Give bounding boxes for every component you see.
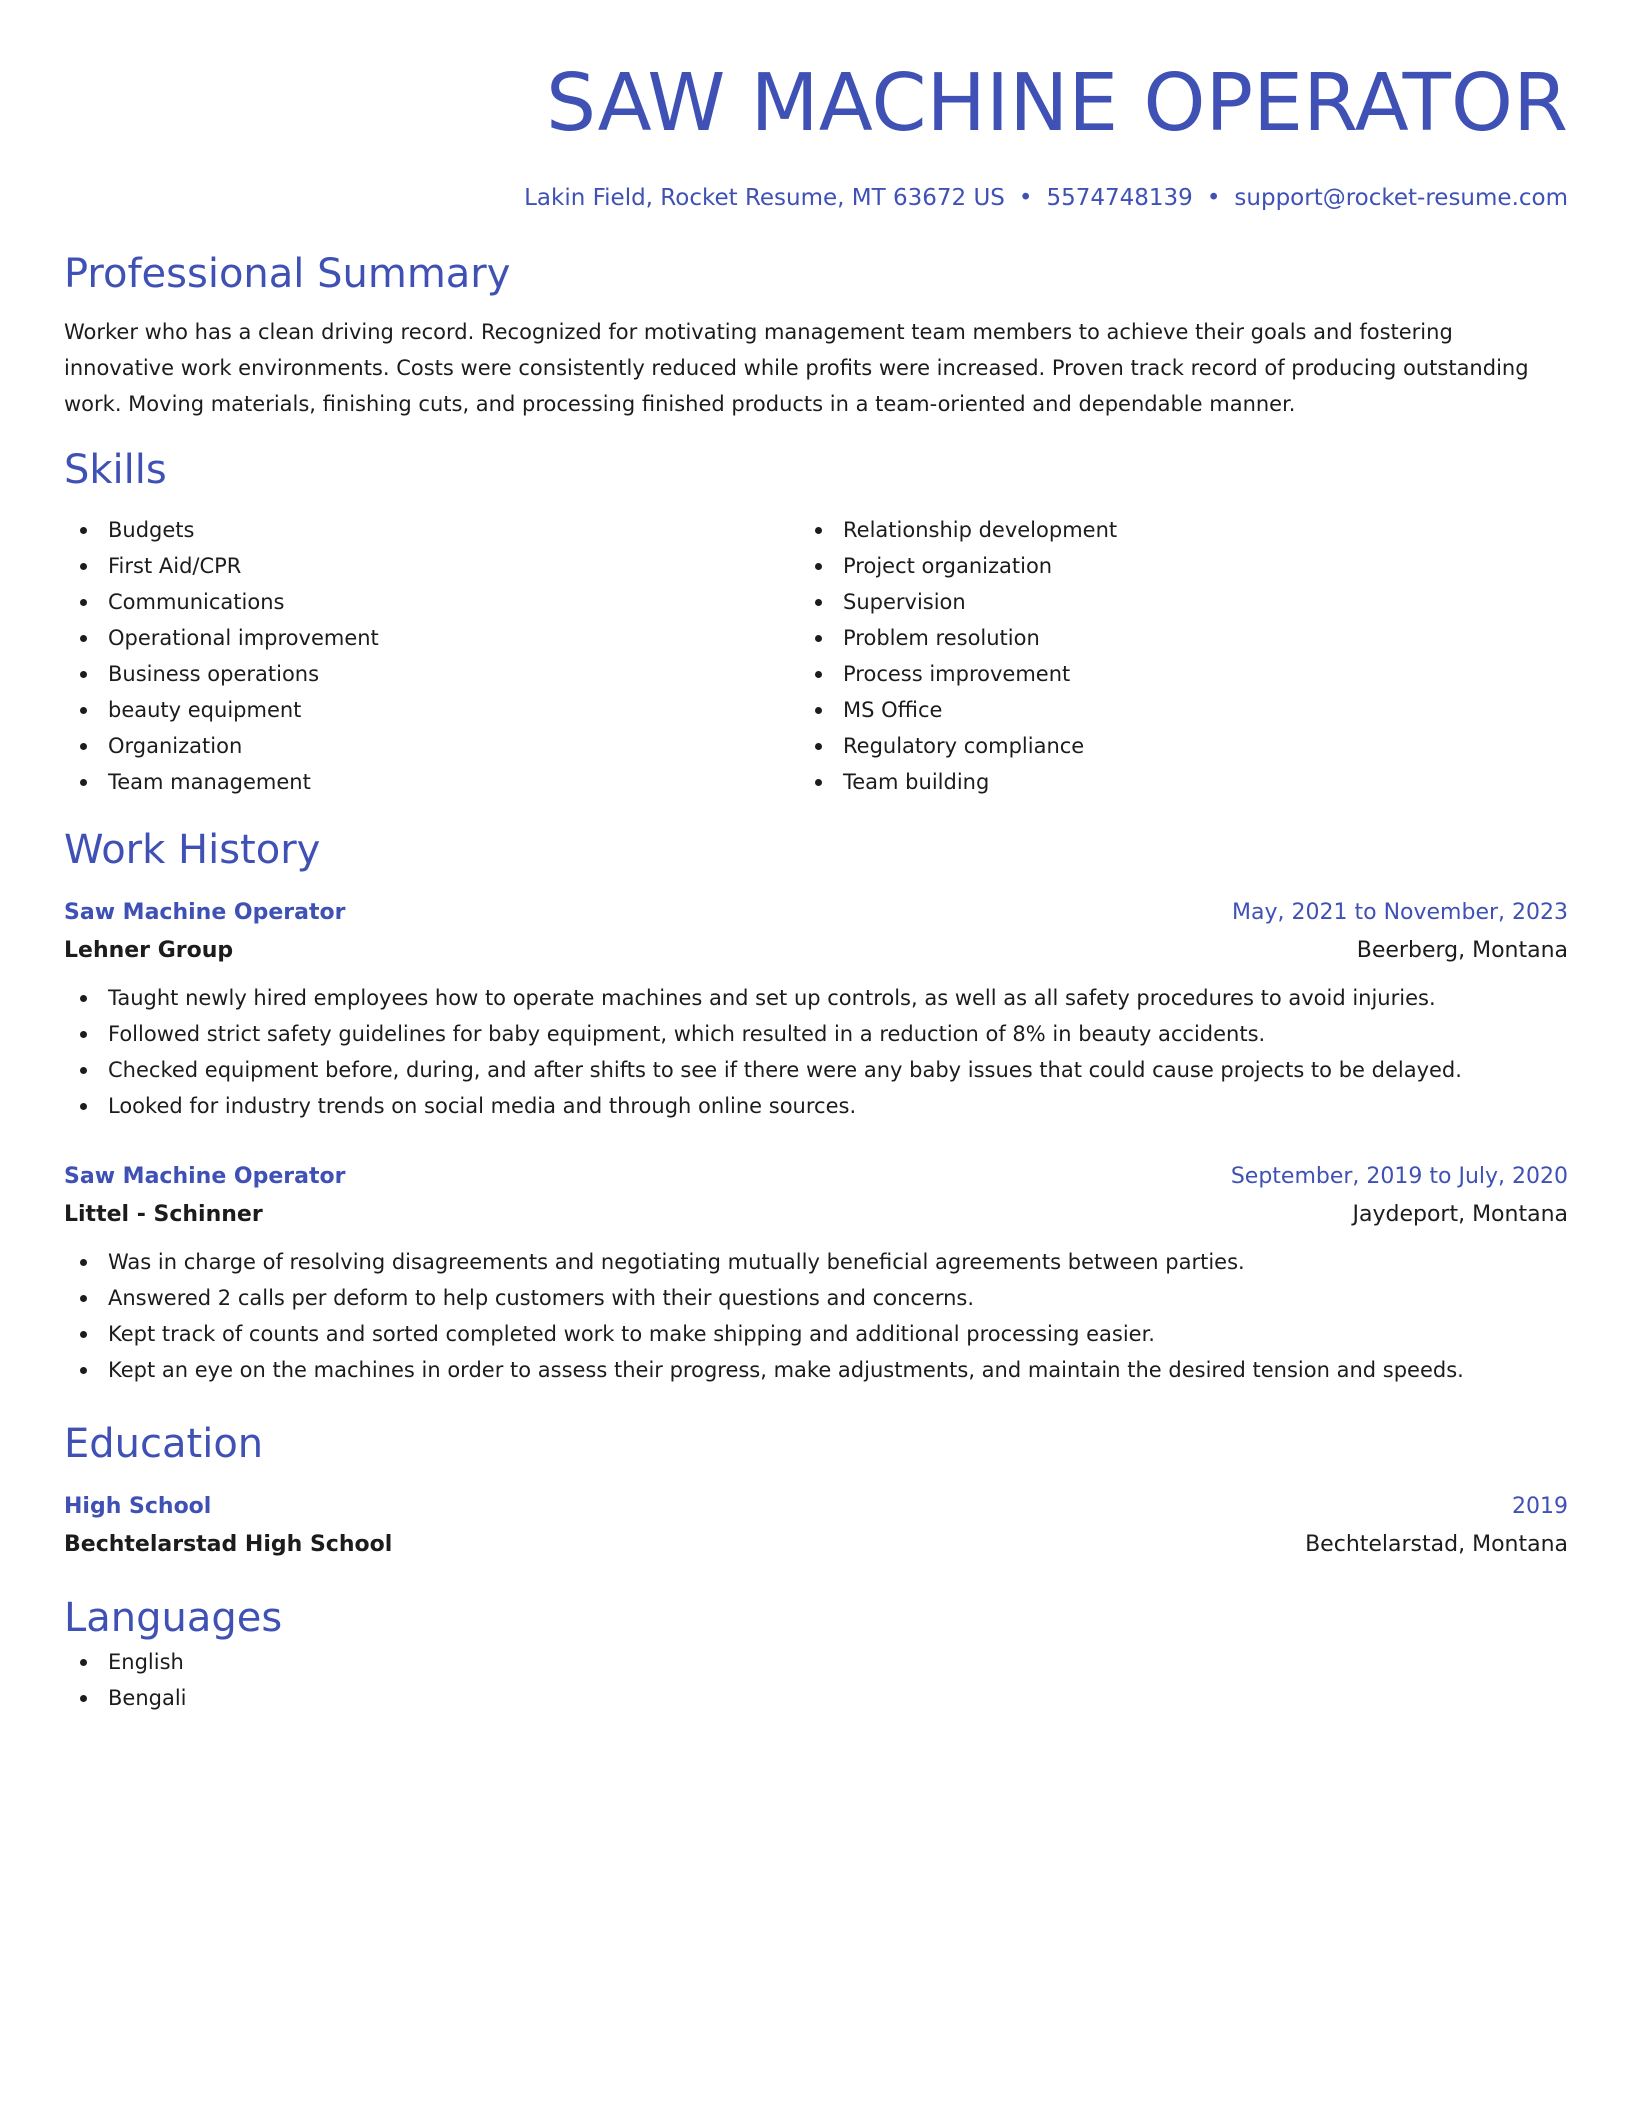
- job-header-row: [64, 1158, 1568, 1196]
- skill-item: First Aid/CPR: [64, 548, 799, 584]
- job-header-row: [64, 894, 1568, 932]
- education-location: Bechtelarstad, Montana: [1305, 1532, 1568, 1557]
- skill-item: Regulatory compliance: [799, 728, 1534, 764]
- languages-heading: Languages: [64, 1595, 283, 1641]
- job-duties-list: [64, 980, 1568, 1124]
- skill-item: Team management: [64, 764, 799, 800]
- job-company: Littel - Schinner: [64, 1202, 263, 1227]
- education-school-row: [64, 1526, 1568, 1564]
- contact-separator: •: [1018, 185, 1033, 211]
- job-company-row: [64, 1196, 1568, 1234]
- skill-item: Budgets: [64, 512, 799, 548]
- skill-item: Business operations: [64, 656, 799, 692]
- candidate-name: SAW MACHINE OPERATOR: [545, 57, 1568, 149]
- job-duty: Kept an eye on the machines in order to assess their progress, make adjustments, and maintain the desired tension and speeds.: [64, 1352, 1568, 1388]
- job-duty: Was in charge of resolving disagreements and negotiating mutually beneficial agreements between parties.: [64, 1244, 1568, 1280]
- education-school: Bechtelarstad High School: [64, 1532, 393, 1557]
- education-entry: [64, 1488, 1568, 1564]
- skill-item: Operational improvement: [64, 620, 799, 656]
- job-title: Saw Machine Operator: [64, 1164, 346, 1189]
- education-degree: High School: [64, 1494, 212, 1519]
- language-item: English: [64, 1644, 1568, 1680]
- job-company: Lehner Group: [64, 938, 234, 963]
- summary-heading: Professional Summary: [64, 251, 511, 297]
- education-heading: Education: [64, 1421, 264, 1467]
- job-title: Saw Machine Operator: [64, 900, 346, 925]
- job-dates: May, 2021 to November, 2023: [1232, 900, 1568, 925]
- skill-item: Project organization: [799, 548, 1534, 584]
- skill-item: Supervision: [799, 584, 1534, 620]
- skills-columns: [64, 512, 1568, 800]
- language-item: Bengali: [64, 1680, 1568, 1716]
- work-history-heading: Work History: [64, 827, 321, 873]
- job-duty: Answered 2 calls per deform to help customers with their questions and concerns.: [64, 1280, 1568, 1316]
- education-header-row: [64, 1488, 1568, 1526]
- skills-heading: Skills: [64, 447, 167, 493]
- skills-list-left: [64, 512, 799, 800]
- job-duty: Checked equipment before, during, and after shifts to see if there were any baby issues that could cause projects to be delayed.: [64, 1052, 1568, 1088]
- job-dates: September, 2019 to July, 2020: [1230, 1164, 1568, 1189]
- job-duty: Taught newly hired employees how to operate machines and set up controls, as well as all safety procedures to avoid injuries.: [64, 980, 1568, 1016]
- skill-item: beauty equipment: [64, 692, 799, 728]
- skill-item: Process improvement: [799, 656, 1534, 692]
- job-location: Jaydeport, Montana: [1352, 1202, 1568, 1227]
- job-entry: [64, 1158, 1568, 1388]
- skill-item: Team building: [799, 764, 1534, 800]
- contact-email: support@rocket-resume.com: [1234, 185, 1568, 211]
- job-duty: Looked for industry trends on social media and through online sources.: [64, 1088, 1568, 1124]
- contact-phone: 5574748139: [1046, 185, 1193, 211]
- job-duty: Followed strict safety guidelines for baby equipment, which resulted in a reduction of 8% in beauty accidents.: [64, 1016, 1568, 1052]
- languages-list: [64, 1644, 1568, 1716]
- job-duties-list: [64, 1244, 1568, 1388]
- skill-item: Organization: [64, 728, 799, 764]
- job-location: Beerberg, Montana: [1356, 938, 1568, 963]
- contact-separator: •: [1206, 185, 1221, 211]
- summary-text: Worker who has a clean driving record. Recognized for motivating management team members to achieve their goals and fostering innovative work environments. Costs were consistently reduced while profits were increased. Proven track record of producing outstanding work. Moving materials, finishing cuts, and processing finished products in a team-oriented and dependable manner.: [64, 320, 1529, 416]
- skills-list-right: [799, 512, 1534, 800]
- contact-line: [64, 182, 1568, 214]
- job-duty: Kept track of counts and sorted completed work to make shipping and additional processing easier.: [64, 1316, 1568, 1352]
- job-company-row: [64, 932, 1568, 970]
- skill-item: Communications: [64, 584, 799, 620]
- education-year: 2019: [1512, 1494, 1568, 1519]
- skill-item: Problem resolution: [799, 620, 1534, 656]
- skill-item: MS Office: [799, 692, 1534, 728]
- job-entry: [64, 894, 1568, 1124]
- contact-address: Lakin Field, Rocket Resume, MT 63672 US: [524, 185, 1005, 211]
- skill-item: Relationship development: [799, 512, 1534, 548]
